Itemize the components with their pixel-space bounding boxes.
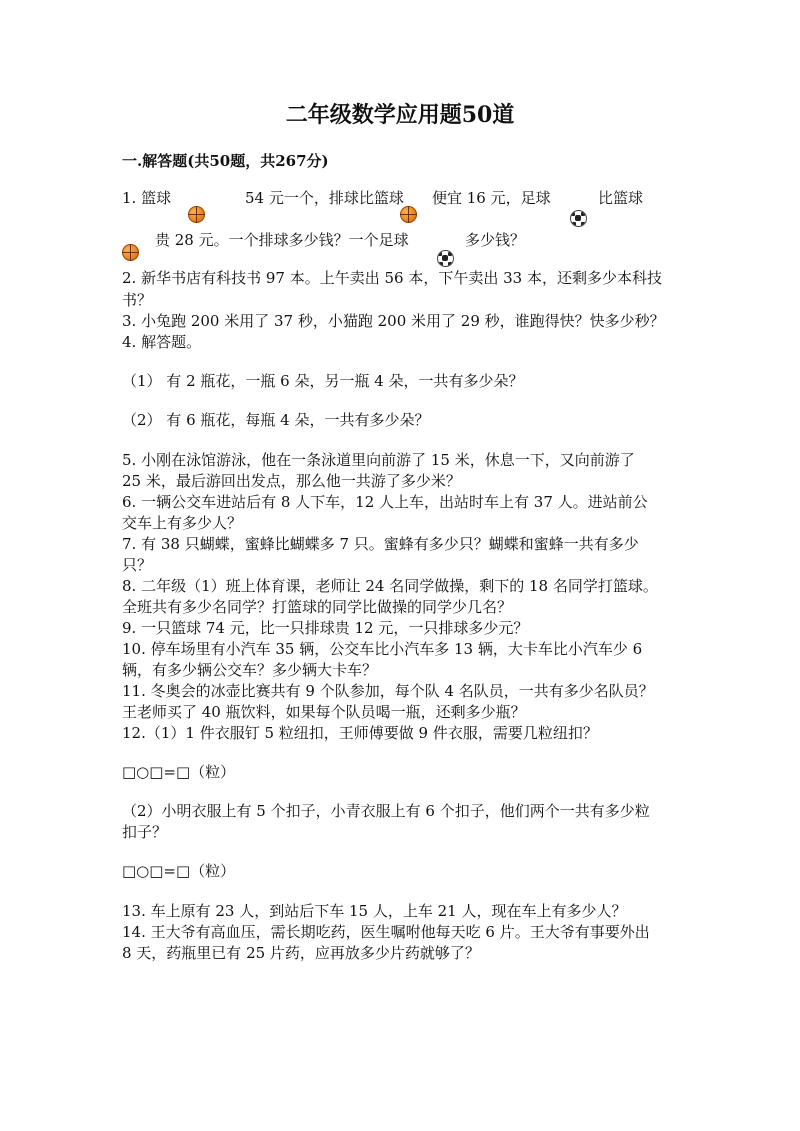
q6-line-1: 6. 一辆公交车进站后有 8 人下车，12 人上车，出站时车上有 37 人。进站前公 <box>122 493 648 511</box>
q1-part-e: 贵 28 元。一个排球多少钱？一个足球 <box>155 231 409 249</box>
q2-line-2: 书？ <box>122 291 153 309</box>
basketball-icon <box>188 206 205 223</box>
q14-line-2: 8 天，药瓶里已有 25 片药，应再放多少片药就够了？ <box>122 944 480 962</box>
q8-line-2: 全班共有多少名同学？打篮球的同学比做操的同学少几名？ <box>122 598 513 616</box>
q12-formula-2: □○□=□（粒） <box>122 862 236 880</box>
soccer-ball-icon <box>570 210 587 227</box>
q6-line-2: 交车上有多少人？ <box>122 514 243 532</box>
q1-part-c: 便宜 16 元，足球 <box>432 189 551 207</box>
q12-sub2-line-2: 扣子？ <box>122 823 168 841</box>
soccer-ball-icon <box>437 250 454 267</box>
q7-line-1: 7. 有 38 只蝴蝶，蜜蜂比蝴蝶多 7 只。蜜蜂有多少只？蝴蝶和蜜蜂一共有多少 <box>122 535 639 553</box>
q12-formula-1: □○□=□（粒） <box>122 763 236 781</box>
q14-line-1: 14. 王大爷有高血压，需长期吃药，医生嘱咐他每天吃 6 片。王大爷有事要外出 <box>122 923 650 941</box>
q4-sub-1: （1） 有 2 瓶花，一瓶 6 朵，另一瓶 4 朵，一共有多少朵？ <box>122 372 524 390</box>
q11-line-2: 王老师买了 40 瓶饮料，如果每个队员喝一瓶，还剩多少瓶？ <box>122 703 526 721</box>
q4-line: 4. 解答题。 <box>122 333 202 351</box>
q13-line: 13. 车上原有 23 人，到站后下车 15 人，上车 21 人，现在车上有多少人？ <box>122 902 627 920</box>
q11-line-1: 11. 冬奥会的冰壶比赛共有 9 个队参加，每个队 4 名队员，一共有多少名队员？ <box>122 682 654 700</box>
q5-line-2: 25 米，最后游回出发点，那么他一共游了多少米？ <box>122 472 461 490</box>
q8-line-1: 8. 二年级（1）班上体育课，老师让 24 名同学做操，剩下的 18 名同学打篮球。 <box>122 577 658 595</box>
q5-line-1: 5. 小刚在泳馆游泳，他在一条泳道里向前游了 15 米，休息一下，又向前游了 <box>122 451 635 469</box>
q4-sub-2: （2） 有 6 瓶花，每瓶 4 朵，一共有多少朵？ <box>122 411 430 429</box>
basketball-icon <box>400 206 417 223</box>
q2-line-1: 2. 新华书店有科技书 97 本。上午卖出 56 本，下午卖出 33 本，还剩多少本科技 <box>122 269 662 287</box>
q1-part-f: 多少钱？ <box>465 231 526 249</box>
page-title: 二年级数学应用题50道 <box>285 102 515 128</box>
q1-part-d: 比篮球 <box>598 189 644 207</box>
q1-part-b: 54 元一个，排球比篮球 <box>245 189 404 207</box>
basketball-icon <box>122 244 139 261</box>
q12-sub2-line-1: （2）小明衣服上有 5 个扣子，小青衣服上有 6 个扣子，他们两个一共有多少粒 <box>122 802 650 820</box>
q7-line-2: 只？ <box>122 556 153 574</box>
section-heading: 一.解答题(共50题，共267分) <box>122 152 329 170</box>
q10-line-1: 10. 停车场里有小汽车 35 辆，公交车比小汽车多 13 辆，大卡车比小汽车少 6 <box>122 640 643 658</box>
q9-line: 9. 一只篮球 74 元，比一只排球贵 12 元，一只排球多少元？ <box>122 619 529 637</box>
q1-part-a: 1. 篮球 <box>122 189 172 207</box>
q10-line-2: 辆，有多少辆公交车？多少辆大卡车？ <box>122 661 378 679</box>
q12-line-1: 12.（1）1 件衣服钉 5 粒纽扣，王师傅要做 9 件衣服，需要几粒纽扣？ <box>122 724 598 742</box>
q3-line: 3. 小兔跑 200 米用了 37 秒，小猫跑 200 米用了 29 秒，谁跑得快？快多少秒？ <box>122 312 665 330</box>
